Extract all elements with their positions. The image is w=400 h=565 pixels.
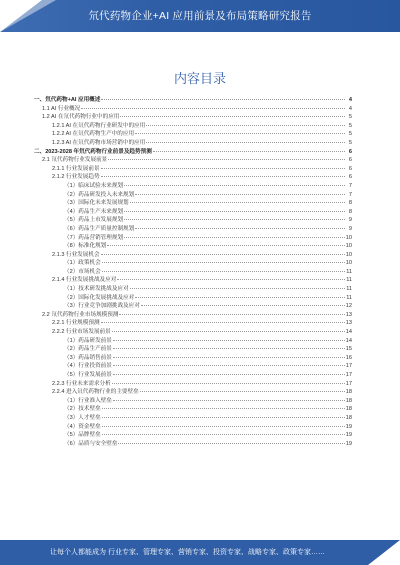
toc-entry-label: （4）资金壁垒 [64, 423, 101, 430]
toc-entry-label: （1）药品研发前景 [64, 337, 112, 344]
toc-entry-page: 5 [348, 114, 352, 121]
toc-entry[interactable] [34, 173, 352, 182]
toc-leader-dots [101, 175, 345, 177]
toc-entry[interactable] [34, 431, 352, 440]
toc-entry[interactable] [34, 208, 352, 217]
toc-entry[interactable] [34, 242, 352, 251]
toc-leader-dots [81, 107, 345, 109]
toc-entry-label: 1.2.2 AI 在氘代药物生产中的应用 [52, 131, 135, 138]
toc-leader-dots [113, 347, 345, 349]
toc-entry[interactable] [34, 302, 352, 311]
toc-entry-label: （4）药品生产未来规划 [64, 208, 124, 215]
toc-leader-dots [135, 227, 345, 229]
toc-entry-label: 2.1.3 行业发展机会 [52, 251, 100, 258]
toc-entry[interactable] [34, 294, 352, 303]
toc-entry-label: 2.2.1 行业规模预测 [52, 320, 100, 327]
toc-entry-label: （1）技术研发挑战及应对 [64, 286, 129, 293]
toc-entry-page: 12 [345, 303, 352, 310]
toc-leader-dots [120, 115, 345, 117]
toc-leader-dots [101, 167, 345, 169]
toc-entry[interactable] [34, 105, 352, 114]
toc-entry-label: 2.2 氘代药物行业市场规模预测 [42, 311, 119, 318]
toc-entry-label: （5）行业发展前景 [64, 372, 112, 378]
toc-leader-dots [102, 407, 345, 409]
footer-slogan: 让每个人都能成为 行业专家、管理专家、营销专家、投资专家、战略专家、政策专家…… [50, 549, 325, 556]
toc-entry-label: 2.2.4 进入氘代药物行业的主要壁垒 [52, 389, 139, 396]
toc-leader-dots [130, 287, 345, 289]
table-of-contents [34, 96, 352, 448]
toc-entry[interactable] [34, 371, 352, 380]
page-header [0, 0, 400, 32]
toc-leader-dots [124, 184, 345, 186]
toc-entry-page: 13 [345, 311, 352, 318]
toc-entry-page: 19 [345, 432, 352, 439]
toc-entry-page: 6 [348, 174, 352, 181]
toc-leader-dots [107, 244, 344, 246]
toc-entry-label: （6）品质与安全壁垒 [64, 440, 118, 447]
toc-entry-page: 14 [345, 329, 352, 336]
toc-leader-dots [124, 218, 345, 220]
toc-entry-label: （5）药品上市发展规划 [64, 217, 124, 224]
toc-entry[interactable] [34, 251, 352, 260]
toc-entry-label: 1.2.3 AI 在氘代药物市场营销中的应用 [52, 139, 146, 146]
toc-entry-label: 1.1 AI 行业概况 [42, 105, 81, 112]
toc-entry-label: 2.2.3 行业未来需求分析 [52, 380, 111, 387]
toc-leader-dots [102, 416, 345, 418]
toc-entry-page: 6 [348, 165, 352, 172]
toc-entry-page: 4 [348, 97, 352, 103]
toc-entry-label: （7）药品营销管理规划 [64, 234, 124, 241]
toc-entry-page: 18 [345, 406, 352, 413]
toc-entry-page: 13 [345, 320, 352, 327]
toc-entry-label: （2）技术壁垒 [64, 406, 101, 413]
toc-leader-dots [113, 339, 345, 341]
toc-entry-label: 2.2.2 行业市场发展前景 [52, 329, 111, 336]
toc-entry-label: 2.1.2 行业发展趋势 [52, 174, 100, 181]
toc-entry[interactable] [34, 285, 352, 294]
toc-leader-dots [135, 296, 345, 298]
toc-entry-page: 18 [345, 414, 352, 421]
toc-entry[interactable] [34, 113, 352, 122]
toc-entry-page: 18 [345, 389, 352, 396]
toc-entry[interactable] [34, 199, 352, 208]
toc-entry[interactable] [34, 139, 352, 148]
toc-leader-dots [153, 150, 345, 152]
toc-leader-dots [117, 278, 345, 280]
toc-entry-page: 15 [345, 346, 352, 353]
toc-leader-dots [101, 321, 345, 323]
toc-entry-label: 2.1.4 行业发展挑战及应对 [52, 277, 117, 284]
toc-entry-page: 11 [346, 294, 352, 301]
toc-entry[interactable] [34, 354, 352, 363]
toc-leader-dots [135, 193, 345, 195]
toc-leader-dots [102, 270, 345, 272]
toc-entry-page: 11 [346, 277, 352, 284]
toc-entry[interactable] [34, 165, 352, 174]
toc-entry-label: （1）行业准入壁垒 [64, 397, 112, 404]
toc-entry[interactable] [34, 268, 352, 277]
toc-entry-label: 二、2023-2028 年氘代药物行业前景及趋势预测 [34, 148, 152, 155]
toc-entry-page: 7 [348, 182, 352, 189]
toc-entry-label: （3）国际化未来发展规划 [64, 200, 129, 207]
toc-leader-dots [101, 253, 345, 255]
toc-entry-page: 11 [346, 268, 352, 275]
toc-entry-label: （2）药品研发投入未来规划 [64, 191, 135, 198]
toc-entry-label: （3）人才壁垒 [64, 414, 101, 421]
toc-entry-page: 5 [348, 139, 352, 146]
toc-leader-dots [113, 356, 345, 358]
toc-leader-dots [146, 124, 345, 126]
toc-entry[interactable] [34, 440, 352, 449]
toc-entry[interactable] [34, 414, 352, 423]
toc-entry[interactable] [34, 259, 352, 268]
toc-leader-dots [102, 425, 345, 427]
toc-entry-page: 8 [348, 200, 352, 207]
toc-entry-label: （1）临床试验未来规划 [64, 182, 124, 189]
toc-entry[interactable] [34, 423, 352, 432]
toc-entry-label: （8）标准化规划 [64, 243, 107, 250]
toc-entry-page: 18 [345, 397, 352, 404]
toc-entry[interactable] [34, 122, 352, 131]
toc-leader-dots [113, 373, 345, 375]
toc-entry-page: 7 [348, 191, 352, 198]
toc-entry-label: （1）政策机会 [64, 260, 101, 267]
footer-corner-cut [368, 540, 400, 565]
toc-entry[interactable] [34, 397, 352, 406]
toc-leader-dots [112, 330, 345, 332]
toc-entry[interactable] [34, 362, 352, 371]
toc-entry-page: 17 [345, 372, 352, 378]
toc-entry-page: 9 [348, 217, 352, 224]
toc-entry[interactable] [34, 328, 352, 337]
toc-entry-page: 5 [348, 122, 352, 129]
toc-leader-dots [119, 313, 344, 315]
toc-entry[interactable] [34, 337, 352, 346]
toc-entry[interactable] [34, 234, 352, 243]
toc-entry[interactable] [34, 130, 352, 139]
toc-leader-dots [124, 210, 345, 212]
toc-entry-page: 19 [345, 423, 352, 430]
toc-leader-dots [113, 364, 345, 366]
toc-entry-label: （3）药品销售前景 [64, 354, 112, 361]
toc-entry-label: 1.2.1 AI 在氘代药物行业研发中的应用 [52, 122, 146, 129]
toc-entry-label: 一、氘代药物+AI 应用概述 [34, 97, 101, 103]
toc-entry-page: 10 [345, 234, 352, 241]
toc-leader-dots [108, 158, 345, 160]
toc-entry-label: （2）国际化发展挑战及应对 [64, 294, 135, 301]
toc-entry-page: 10 [345, 243, 352, 250]
toc-entry-label: （4）行业投资前景 [64, 363, 112, 370]
toc-leader-dots [101, 98, 345, 100]
toc-entry[interactable] [34, 380, 352, 389]
toc-leader-dots [118, 442, 344, 444]
toc-entry[interactable] [34, 311, 352, 320]
toc-entry-page: 17 [345, 363, 352, 370]
toc-entry-page: 6 [348, 157, 352, 164]
toc-leader-dots [130, 201, 345, 203]
toc-entry-page: 16 [345, 354, 352, 361]
toc-leader-dots [113, 399, 345, 401]
toc-leader-dots [135, 132, 345, 134]
toc-entry-page: 10 [345, 251, 352, 258]
toc-entry-page: 5 [348, 131, 352, 138]
toc-entry[interactable] [34, 405, 352, 414]
page-footer [0, 540, 400, 565]
toc-entry-page: 6 [348, 148, 352, 155]
toc-entry[interactable] [34, 319, 352, 328]
toc-entry-label: （6）药品生产质量控制规划 [64, 225, 135, 232]
toc-entry-page: 4 [348, 105, 352, 112]
toc-entry[interactable] [34, 388, 352, 397]
toc-heading: 内容目录 [173, 71, 226, 86]
toc-leader-dots [102, 433, 345, 435]
toc-entry-page: 11 [346, 286, 352, 293]
toc-leader-dots [112, 382, 345, 384]
toc-entry-page: 17 [345, 380, 352, 387]
toc-leader-dots [140, 390, 345, 392]
toc-entry[interactable] [34, 96, 352, 105]
toc-entry[interactable] [34, 182, 352, 191]
toc-entry-label: （2）市场机会 [64, 268, 101, 275]
toc-entry[interactable] [34, 216, 352, 225]
toc-entry[interactable] [34, 148, 352, 157]
toc-entry[interactable] [34, 225, 352, 234]
toc-entry-label: （3）行业竞争加剧挑战及应对 [64, 303, 140, 310]
toc-entry-page: 19 [345, 440, 352, 447]
toc-leader-dots [141, 304, 345, 306]
toc-entry[interactable] [34, 345, 352, 354]
toc-entry[interactable] [34, 276, 352, 285]
toc-entry[interactable] [34, 156, 352, 165]
toc-entry-page: 8 [348, 208, 352, 215]
toc-leader-dots [146, 141, 345, 143]
toc-entry-label: （5）品牌壁垒 [64, 432, 101, 439]
toc-entry-page: 14 [345, 337, 352, 344]
toc-entry-label: 2.1 氘代药物行业发展前景 [42, 157, 108, 164]
report-title: 氘代药物企业+AI 应用前景及布局策略研究报告 [88, 10, 312, 22]
toc-leader-dots [102, 261, 345, 263]
toc-entry-label: 2.1.1 行业发展前景 [52, 165, 100, 172]
toc-entry-label: 1.2 AI 在氘代药物行业中的应用 [42, 114, 120, 121]
toc-entry-page: 9 [348, 225, 352, 232]
toc-entry-label: （2）药品生产前景 [64, 346, 112, 353]
toc-entry[interactable] [34, 191, 352, 200]
toc-leader-dots [124, 236, 345, 238]
toc-entry-page: 10 [345, 260, 352, 267]
